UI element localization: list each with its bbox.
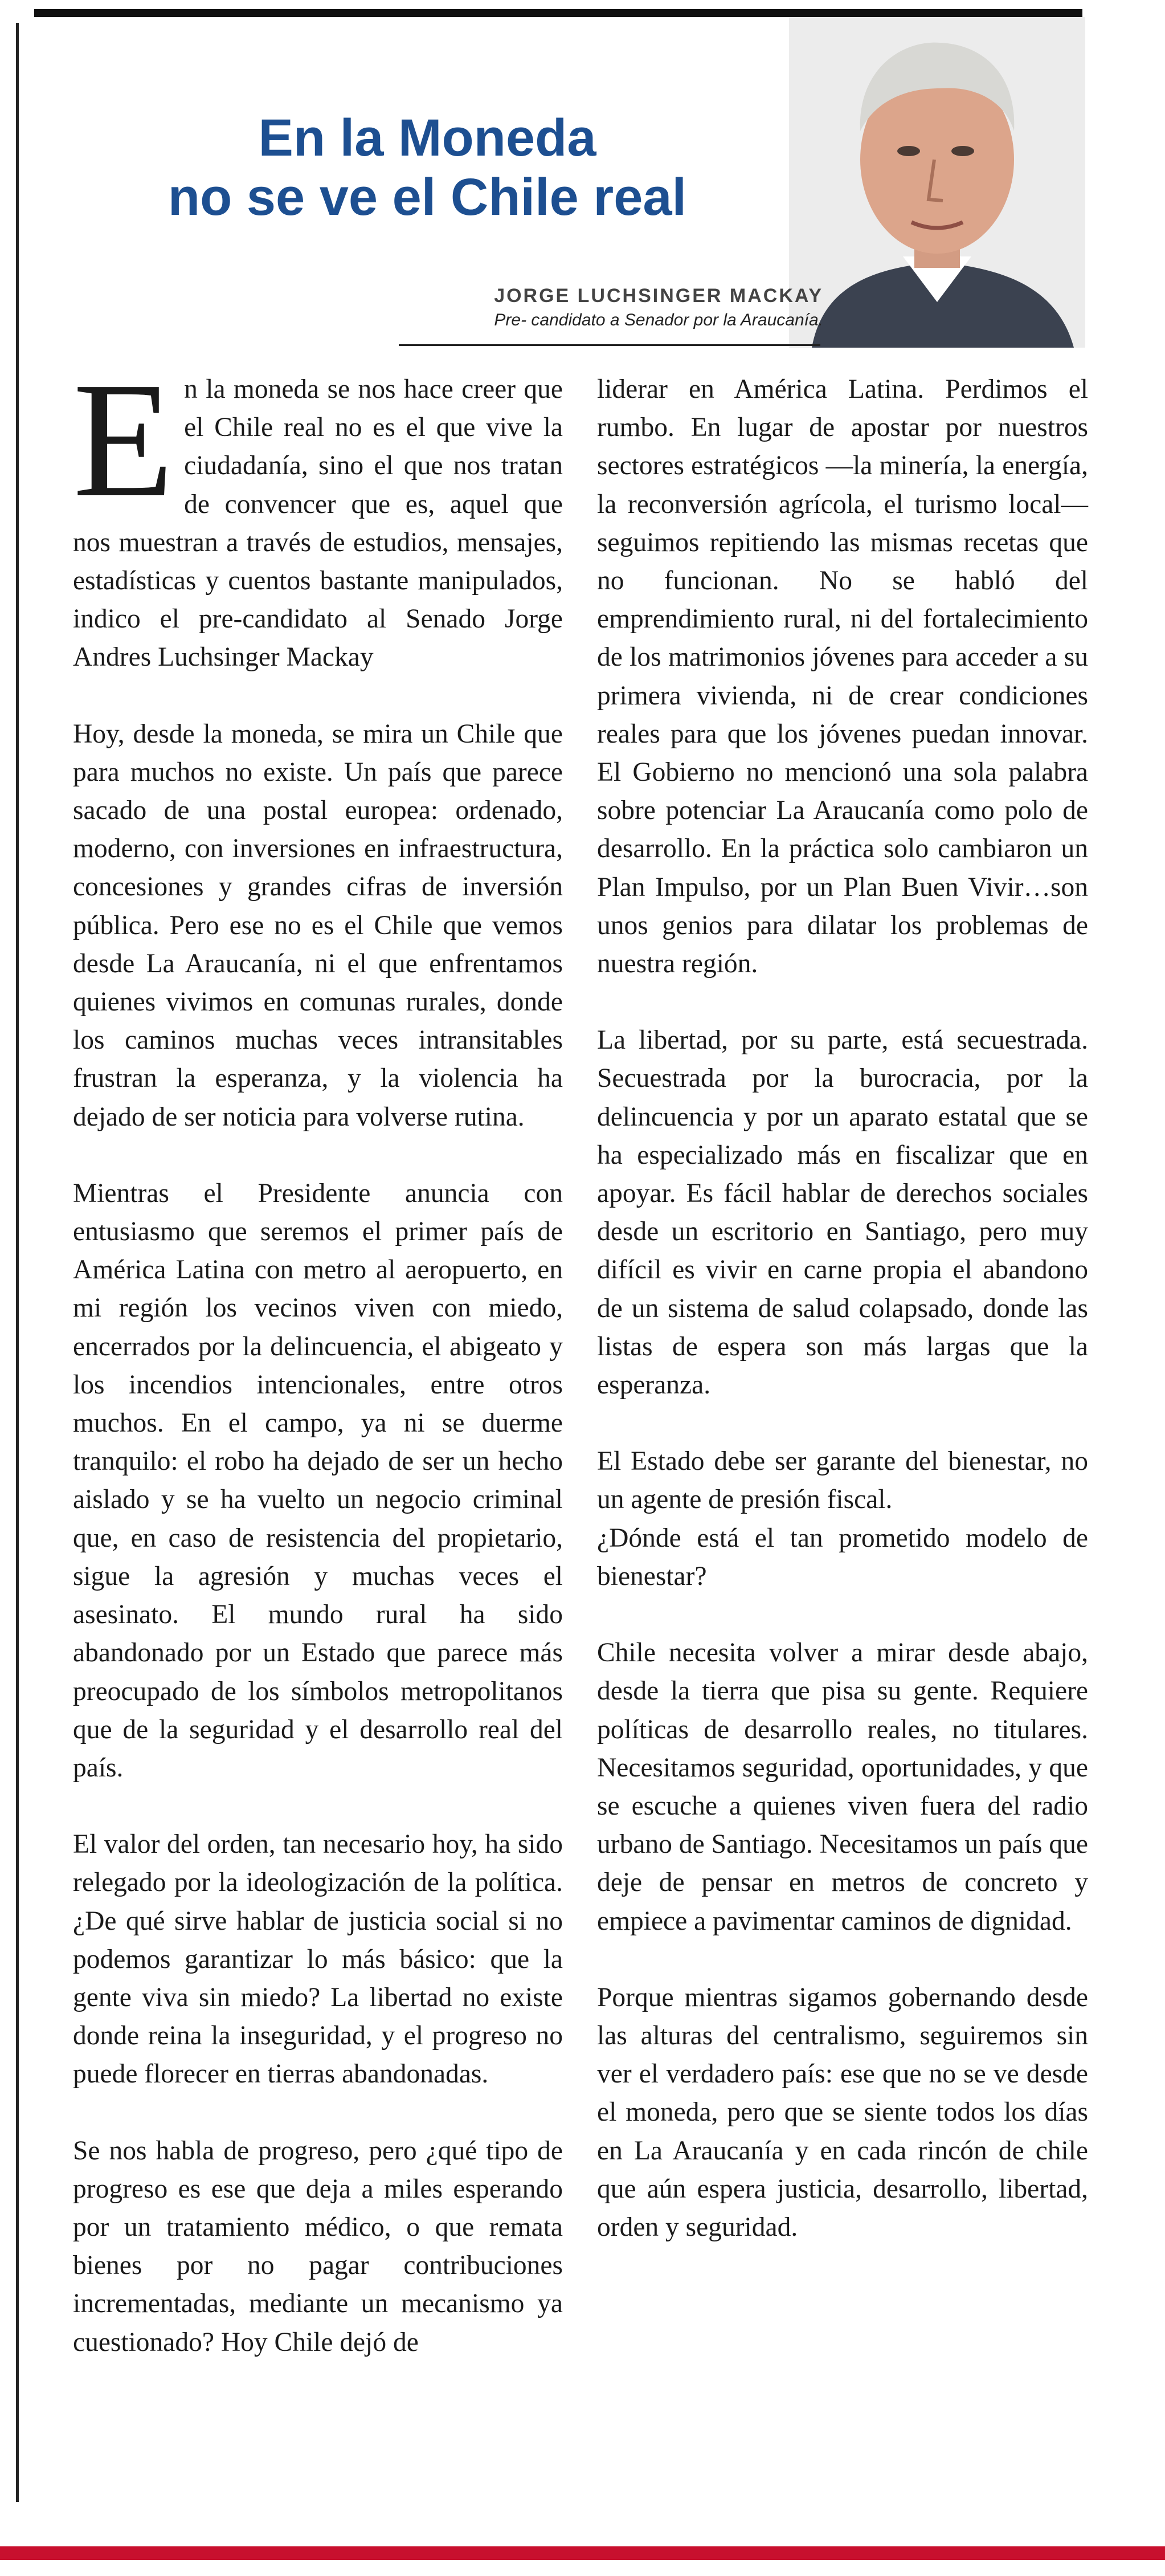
article-column-left (73, 348, 563, 2400)
paragraph: liderar en América Latina. Perdimos el rumbo. En lugar de apostar por nuestros sectores estratégicos —la minería, la energía, la reconversión agrícola, el turismo local— seguimos repitiendo las mismas recetas que no funcionan. No se habló del emprendimiento rural, ni del fortalecimiento de los matrimonios jóvenes para acceder a su primera vivienda, ni de crear condiciones reales para que los jóvenes puedan innovar. El Gobierno no mencionó una sola palabra sobre potenciar La Araucanía como polo de desarrollo. En la práctica solo cambiaron un Plan Impulso, por un Plan Buen Vivir…son unos genios para dilatar los problemas de nuestra región. (597, 374, 1088, 979)
paragraph: Chile necesita volver a mirar desde abajo, desde la tierra que pisa su gente. Requiere políticas de desarrollo reales, no titulares. Necesitamos seguridad, oportunidades, y que se escuche a quienes viven fuera del radio urbano de Santiago. Necesitamos un país que deje de pensar en metros de concreto y empiece a pavimentar caminos de dignidad. (597, 1638, 1088, 1936)
left-rule (16, 23, 19, 2502)
paragraph: El Estado debe ser garante del bienestar, no un agente de presión fiscal. (597, 1446, 1088, 1515)
author-portrait (789, 17, 1085, 348)
headline (114, 108, 741, 227)
bottom-accent-rule (0, 2546, 1165, 2560)
paragraph: ¿Dónde está el tan prometido modelo de bienestar? (597, 1523, 1088, 1591)
paragraph: Hoy, desde la moneda, se mira un Chile que para muchos no existe. Un país que parece sacado de una postal europea: ordenado, moderno, con inversiones en infraestructura, concesiones y grandes cifras de inversión pública. Pero ese no es el Chile que vemos desde La Araucanía, ni el que enfrentamos quienes vivimos en comunas rurales, donde los caminos muchas veces intransitables frustran la esperanza, y la violencia ha dejado de ser noticia para volverse rutina. (73, 719, 563, 1132)
top-rule (34, 9, 1082, 17)
paragraph-text: n la moneda se nos hace creer que el Chile real no es el que vive la ciudadanía, sino el que nos tratan de convencer que es, aquel que nos muestran a través de estudios, mensajes, estadísticas y cuentos bastante manipulados, indico el pre-candidato al Senado Jorge Andres Luchsinger Mackay (73, 374, 563, 672)
author-role: Pre- candidato a Senador por la Araucanía. (494, 311, 823, 329)
paragraph: Se nos habla de progreso, pero ¿qué tipo de progreso es ese que deja a miles esperando por un tratamiento médico, o que remata bienes por no pagar contribuciones incrementadas, mediante un mecanismo ya cuestionado? Hoy Chile dejó de (73, 2135, 563, 2357)
author-byline (494, 285, 823, 330)
article-column-right (597, 370, 1088, 2285)
author-portrait-illustration (789, 17, 1085, 348)
paragraph: La libertad, por su parte, está secuestrada. Secuestrada por la burocracia, por la delincuencia y por un aparato estatal que se ha especializado más en fiscalizar que en apoyar. Es fácil hablar de derechos sociales desde un escritorio en Santiago, pero muy difícil es vivir en carne propia el abandono de un sistema de salud colapsado, donde las listas de espera son más largas que la esperanza. (597, 1025, 1088, 1400)
paragraph: Mientras el Presidente anuncia con entusiasmo que seremos el primer país de América Latina con metro al aeropuerto, en mi región los vecinos viven con miedo, encerrados por la delincuencia, el abigeato y los incendios intencionales, entre otros muchos. En el campo, ya ni se duerme tranquilo: el robo ha dejado de ser un hecho aislado y se ha vuelto un negocio criminal que, en caso de resistencia del propietario, sigue la agresión y muchas veces el asesinato. El mundo rural ha sido abandonado por un Estado que parece más preocupado de los símbolos metropolitanos que de la seguridad y el desarrollo real del país. (73, 1178, 563, 1783)
headline-line-1: En la Moneda (258, 109, 596, 167)
byline-rule (399, 344, 820, 346)
paragraph: Porque mientras sigamos gobernando desde las alturas del centralismo, seguiremos sin ver el verdadero país: ese que no se ve desde el moneda, pero que se siente todos los días en La Araucanía y en cada rincón de chile que aún espera justicia, desarrollo, libertad, orden y seguridad. (597, 1982, 1088, 2242)
drop-cap: E (73, 348, 174, 531)
paragraph (73, 348, 563, 677)
headline-line-2: no se ve el Chile real (167, 168, 687, 226)
paragraph: El valor del orden, tan necesario hoy, ha sido relegado por la ideologización de la política. ¿De qué sirve hablar de justicia social si no podemos garantizar lo más básico: que la gente viva sin miedo? La libertad no existe donde reina la inseguridad, y el progreso no puede florecer en tierras abandonadas. (73, 1829, 563, 2089)
author-name: JORGE LUCHSINGER MACKAY (494, 285, 823, 307)
